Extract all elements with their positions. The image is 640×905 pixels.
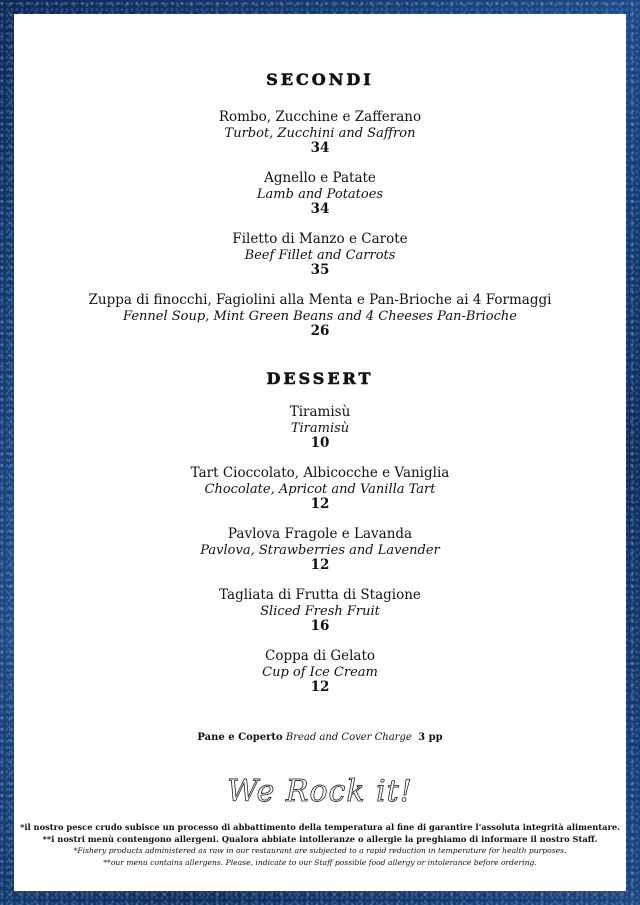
item-name-english: Pavlova, Strawberries and Lavender: [200, 542, 440, 558]
menu-item: [14, 588, 626, 635]
item-price: 34: [310, 140, 330, 156]
item-name-english: Chocolate, Apricot and Vanilla Tart: [204, 481, 436, 497]
menu-item: [14, 110, 626, 157]
cover-charge-label: Pane e Coperto: [197, 732, 283, 743]
menu-item: [14, 171, 626, 218]
footnote-allergens-en: **our menu contains allergens. Please, indicate to our Staff possible food allergy or intolerance before ordering.: [103, 857, 537, 867]
section-title-dessert: DESSERT: [266, 369, 374, 388]
item-price: 12: [310, 557, 330, 573]
tagline: We Rock it!: [227, 774, 413, 809]
item-price: 10: [310, 435, 330, 451]
item-name-italian: Agnello e Patate: [264, 170, 376, 186]
menu-item: [14, 293, 626, 340]
item-price: 12: [310, 496, 330, 512]
item-name-english: Tiramisù: [290, 420, 350, 436]
menu-page: [14, 14, 626, 891]
section-title-secondi: SECONDI: [266, 70, 374, 89]
footnotes: [14, 822, 626, 868]
menu-item: [14, 527, 626, 574]
footnote-raw-fish-it: *il nostro pesce crudo subisce un processo di abbattimento della temperatura al fine di garantire l'assoluta integrità alimentare.: [20, 822, 620, 832]
item-price: 16: [310, 618, 330, 634]
item-price: 34: [310, 201, 330, 217]
item-name-italian: Tagliata di Frutta di Stagione: [219, 587, 421, 603]
item-name-english: Sliced Fresh Fruit: [260, 603, 380, 619]
footnote-raw-fish-en: *Fishery products administered as raw in our restaurant are subjected to a rapid reduction in temperature for health purposes.: [73, 846, 567, 855]
item-price: 12: [310, 679, 330, 695]
cover-charge: [14, 732, 626, 743]
item-name-english: Lamb and Potatoes: [256, 186, 384, 202]
menu-item: [14, 649, 626, 696]
item-name-english: Fennel Soup, Mint Green Beans and 4 Cheeses Pan-Brioche: [123, 308, 517, 324]
item-name-italian: Pavlova Fragole e Lavanda: [227, 526, 413, 542]
cover-charge-english: Bread and Cover Charge: [285, 732, 412, 743]
item-name-english: Beef Fillet and Carrots: [244, 247, 396, 263]
item-name-italian: Zuppa di finocchi, Fagiolini alla Menta e Pan-Brioche ai 4 Formaggi: [88, 292, 552, 308]
footnote-allergens-it: **i nostri menù contengono allergeni. Qualora abbiate intolleranze o allergie la preghiamo di informare il nostro Staff.: [42, 833, 598, 844]
item-name-italian: Coppa di Gelato: [264, 648, 376, 664]
item-name-italian: Tart Cioccolato, Albicocche e Vaniglia: [190, 465, 450, 481]
menu-item: [14, 466, 626, 513]
item-price: 26: [310, 323, 330, 339]
item-name-italian: Filetto di Manzo e Carote: [232, 231, 408, 247]
item-name-italian: Rombo, Zucchine e Zafferano: [218, 109, 422, 125]
item-name-english: Turbot, Zucchini and Saffron: [224, 125, 416, 141]
menu-item: [14, 232, 626, 279]
cover-charge-price: 3 pp: [418, 732, 443, 743]
item-price: 35: [310, 262, 330, 278]
item-name-italian: Tiramisù: [289, 404, 351, 420]
item-name-english: Cup of Ice Cream: [262, 664, 378, 680]
menu-item: [14, 405, 626, 452]
